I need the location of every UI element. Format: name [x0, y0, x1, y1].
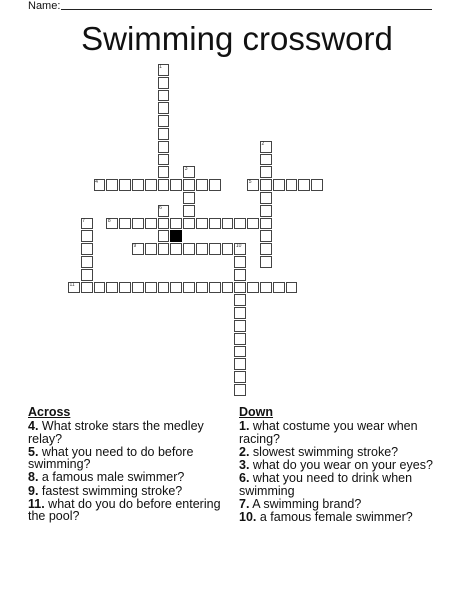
grid-cell[interactable]: [247, 218, 259, 230]
clue-across-4: [28, 420, 238, 445]
grid-cell[interactable]: [234, 282, 246, 294]
cell-number: 2: [261, 140, 265, 147]
grid-cell[interactable]: [158, 102, 170, 114]
grid-cell[interactable]: [183, 205, 195, 217]
clue-number: 4.: [28, 419, 39, 434]
grid-cell[interactable]: [234, 358, 246, 370]
cell-number: 8: [107, 217, 111, 224]
grid-cell[interactable]: [234, 256, 246, 268]
grid-cell[interactable]: [81, 256, 93, 268]
clue-number: 3.: [239, 458, 250, 473]
cell-number: 1: [159, 64, 162, 70]
cell-number: 4: [95, 179, 98, 186]
grid-cell[interactable]: [260, 218, 272, 230]
grid-cell[interactable]: [132, 282, 144, 294]
clue-text: A swimming brand?: [252, 497, 362, 512]
clue-number: 6.: [239, 471, 250, 486]
down-clues: [239, 406, 449, 525]
grid-cell[interactable]: [234, 218, 246, 230]
grid-cell[interactable]: [158, 230, 170, 242]
clue-number: 2.: [239, 444, 250, 459]
grid-cell[interactable]: [311, 179, 323, 191]
grid-cell[interactable]: [158, 154, 170, 166]
clue-down-7: [239, 498, 449, 510]
cell-number: 3: [184, 166, 188, 173]
clue-text: what you need to do before swimming?: [28, 444, 194, 472]
grid-cell[interactable]: [209, 282, 221, 294]
grid-cell[interactable]: [145, 243, 157, 255]
across-heading: Across: [28, 405, 71, 419]
grid-cell[interactable]: [145, 282, 157, 294]
clue-across-8: [28, 471, 238, 483]
clue-number: 8.: [28, 470, 39, 485]
grid-cell[interactable]: [81, 230, 93, 242]
grid-cell[interactable]: [158, 141, 170, 153]
grid-cell[interactable]: [170, 218, 182, 230]
grid-cell[interactable]: [132, 218, 144, 230]
grid-cell[interactable]: [234, 269, 246, 281]
grid-cell[interactable]: [158, 90, 170, 102]
grid-cell[interactable]: [81, 243, 93, 255]
grid-cell[interactable]: [170, 243, 182, 255]
cell-number: 11: [69, 281, 75, 288]
grid-cell[interactable]: [196, 218, 208, 230]
cell-number: 5: [248, 179, 252, 186]
grid-cell[interactable]: [145, 218, 157, 230]
grid-cell[interactable]: [260, 179, 272, 191]
grid-cell[interactable]: [183, 243, 195, 255]
cell-number: 9: [133, 243, 137, 250]
clue-number: 1.: [239, 419, 250, 434]
clue-number: 7.: [239, 497, 250, 512]
cell-number: 10: [235, 243, 242, 250]
grid-cell[interactable]: [234, 307, 246, 319]
clue-number: 11.: [28, 497, 45, 512]
grid-cell[interactable]: [260, 243, 272, 255]
grid-cell[interactable]: [170, 179, 182, 191]
grid-cell[interactable]: [158, 128, 170, 140]
clue-down-1: [239, 420, 449, 445]
clue-down-2: [239, 446, 449, 458]
grid-cell[interactable]: [260, 256, 272, 268]
grid-cell[interactable]: [158, 179, 170, 191]
grid-cell[interactable]: [260, 166, 272, 178]
clue-text: what do you wear on your eyes?: [252, 458, 433, 473]
grid-cell[interactable]: [209, 179, 221, 191]
grid-cell[interactable]: [106, 179, 118, 191]
clue-text: What stroke stars the medley relay?: [28, 419, 204, 446]
grid-cell[interactable]: [298, 179, 310, 191]
grid-cell[interactable]: [196, 179, 208, 191]
grid-cell[interactable]: [119, 218, 131, 230]
grid-cell[interactable]: [209, 218, 221, 230]
grid-cell[interactable]: [132, 179, 144, 191]
clue-text: what do you do before entering the pool?: [28, 497, 221, 524]
clue-number: 9.: [28, 483, 39, 498]
grid-cell[interactable]: [209, 243, 221, 255]
grid-cell[interactable]: [234, 333, 246, 345]
grid-cell[interactable]: [158, 282, 170, 294]
grid-cell[interactable]: [145, 179, 157, 191]
grid-cell[interactable]: [183, 179, 195, 191]
grid-cell[interactable]: [260, 205, 272, 217]
down-heading: Down: [239, 405, 274, 419]
name-label: Name:: [28, 0, 61, 12]
grid-cell[interactable]: [222, 282, 234, 294]
clue-text: what costume you wear when racing?: [239, 419, 418, 446]
cell-number: 6: [159, 204, 162, 211]
grid-cell[interactable]: [170, 282, 182, 294]
grid-cell[interactable]: [106, 282, 118, 294]
grid-cell[interactable]: [119, 282, 131, 294]
grid-cell[interactable]: [260, 282, 272, 294]
grid-cell[interactable]: [158, 77, 170, 89]
grid-cell[interactable]: [234, 294, 246, 306]
grid-cell[interactable]: [273, 282, 285, 294]
clue-number: 5.: [28, 444, 39, 459]
grid-cell[interactable]: [222, 243, 234, 255]
clue-down-10: [239, 511, 449, 523]
grid-cell[interactable]: [234, 384, 246, 396]
clue-down-6: [239, 472, 449, 497]
grid-cell[interactable]: [234, 371, 246, 383]
clue-text: what you need to drink when swimming: [239, 471, 413, 498]
grid-cell[interactable]: [222, 218, 234, 230]
grid-cell[interactable]: [158, 243, 170, 255]
page-title: Swimming crossword: [81, 20, 393, 57]
black-square: [170, 230, 182, 242]
grid-cell[interactable]: [196, 282, 208, 294]
grid-cell[interactable]: [260, 230, 272, 242]
grid-cell[interactable]: [286, 179, 298, 191]
grid-cell[interactable]: [273, 179, 285, 191]
grid-cell[interactable]: [234, 320, 246, 332]
grid-cell[interactable]: [94, 282, 106, 294]
grid-cell[interactable]: [158, 166, 170, 178]
clue-text: slowest swimming stroke?: [252, 444, 399, 459]
clue-text: fastest swimming stroke?: [41, 483, 183, 498]
grid-cell[interactable]: [234, 346, 246, 358]
clue-across-11: [28, 498, 238, 523]
grid-cell[interactable]: [81, 282, 93, 294]
grid-cell[interactable]: [183, 218, 195, 230]
grid-cell[interactable]: [196, 243, 208, 255]
clue-down-3: [239, 459, 449, 471]
grid-cell[interactable]: [158, 115, 170, 127]
clue-across-9: [28, 485, 238, 497]
grid-cell[interactable]: [119, 179, 131, 191]
cell-number: 7: [82, 217, 86, 224]
grid-cell[interactable]: [183, 192, 195, 204]
clue-across-5: [28, 446, 238, 471]
clue-number: 10.: [239, 510, 257, 525]
grid-cell[interactable]: [286, 282, 298, 294]
grid-cell[interactable]: [260, 192, 272, 204]
grid-cell[interactable]: [183, 282, 195, 294]
across-clues: [28, 406, 238, 524]
grid-cell[interactable]: [247, 282, 259, 294]
clue-text: a famous female swimmer?: [259, 510, 413, 525]
grid-cell[interactable]: [81, 269, 93, 281]
grid-cell[interactable]: [260, 154, 272, 166]
grid-cell[interactable]: [158, 218, 170, 230]
clue-text: a famous male swimmer?: [41, 470, 185, 485]
